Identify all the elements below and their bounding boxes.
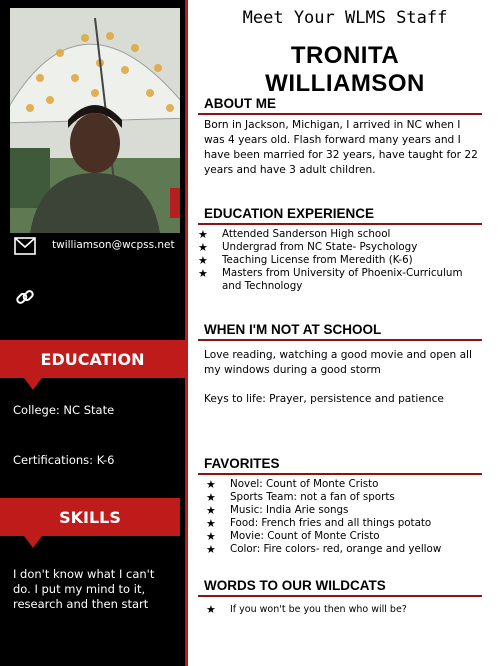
list-item: ★ Undergrad from NC State- Psychology — [198, 241, 418, 254]
hobbies-text: Love reading, watching a good movie and open all my windows during a good storm — [204, 349, 472, 376]
star-icon: ★ — [206, 478, 216, 491]
favorites-heading: FAVORITES — [204, 456, 280, 471]
education-list — [198, 228, 482, 293]
list-item: ★ If you won't be you then who will be? — [206, 603, 407, 616]
star-icon: ★ — [206, 543, 216, 556]
list-item: ★ Attended Sanderson High school — [198, 228, 391, 241]
star-icon: ★ — [206, 603, 216, 616]
about-text: Born in Jackson, Michigan, I arrived in NC when I was 4 years old. Flash forward many years and I have been married for 32 years, have taught for 22 years and have 3 adult children. — [204, 119, 478, 176]
star-icon: ★ — [206, 491, 216, 504]
star-icon: ★ — [206, 517, 216, 530]
skills-banner: SKILLS — [0, 498, 180, 536]
words-section — [198, 578, 482, 616]
list-item: ★ Novel: Count of Monte Cristo — [206, 478, 379, 491]
star-icon: ★ — [198, 241, 208, 254]
certifications-text: Certifications: K-6 — [13, 453, 115, 467]
profile-photo-graphic — [10, 8, 180, 233]
list-item: ★ Masters from University of Phoenix-Curriculum and Technology — [198, 267, 463, 292]
list-item: ★ Color: Fire colors- red, orange and yellow — [206, 543, 442, 556]
star-icon: ★ — [206, 530, 216, 543]
not-at-school-section — [198, 322, 482, 407]
star-icon: ★ — [198, 254, 208, 267]
star-icon: ★ — [206, 504, 216, 517]
email-link[interactable]: twilliamson@wcpss.net — [52, 239, 175, 251]
favorites-list — [198, 478, 482, 556]
education-banner-tail — [24, 378, 42, 390]
education-experience-heading: EDUCATION EXPERIENCE — [204, 206, 375, 221]
sidebar — [0, 0, 185, 666]
keys-to-life-text: Keys to life: Prayer, persistence and patience — [204, 393, 444, 405]
profile-photo — [10, 8, 180, 233]
envelope-icon — [14, 237, 36, 255]
list-item: ★ Food: French fries and all things potato — [206, 517, 432, 530]
words-heading: WORDS TO OUR WILDCATS — [204, 578, 386, 593]
list-item: ★ Sports Team: not a fan of sports — [206, 491, 395, 504]
list-item: ★ Movie: Count of Monte Cristo — [206, 530, 380, 543]
education-experience-section — [198, 206, 482, 293]
words-list — [198, 603, 482, 616]
about-heading: ABOUT ME — [204, 96, 276, 111]
sidebar-accent-stripe — [185, 0, 188, 666]
section-divider — [198, 223, 482, 225]
section-divider — [198, 473, 482, 475]
skills-banner-tail — [24, 536, 42, 548]
page-tagline: Meet Your WLMS Staff — [242, 8, 448, 28]
list-item: ★ Teaching License from Meredith (K-6) — [198, 254, 413, 267]
college-text: College: NC State — [13, 403, 115, 417]
star-icon: ★ — [198, 267, 208, 280]
favorites-section — [198, 456, 482, 556]
star-icon: ★ — [198, 228, 208, 241]
about-section — [198, 96, 482, 178]
chain-link-icon[interactable] — [14, 286, 36, 308]
not-at-school-heading: WHEN I'M NOT AT SCHOOL — [204, 322, 382, 337]
list-item: ★ Music: India Arie songs — [206, 504, 349, 517]
education-banner: EDUCATION — [0, 340, 185, 378]
section-divider — [198, 339, 482, 341]
skills-text: I don't know what I can't do. I put my mind to it, research and then start — [13, 567, 155, 611]
section-divider — [198, 595, 482, 597]
page-title: TRONITA WILLIAMSON — [265, 42, 425, 97]
section-divider — [198, 113, 482, 115]
